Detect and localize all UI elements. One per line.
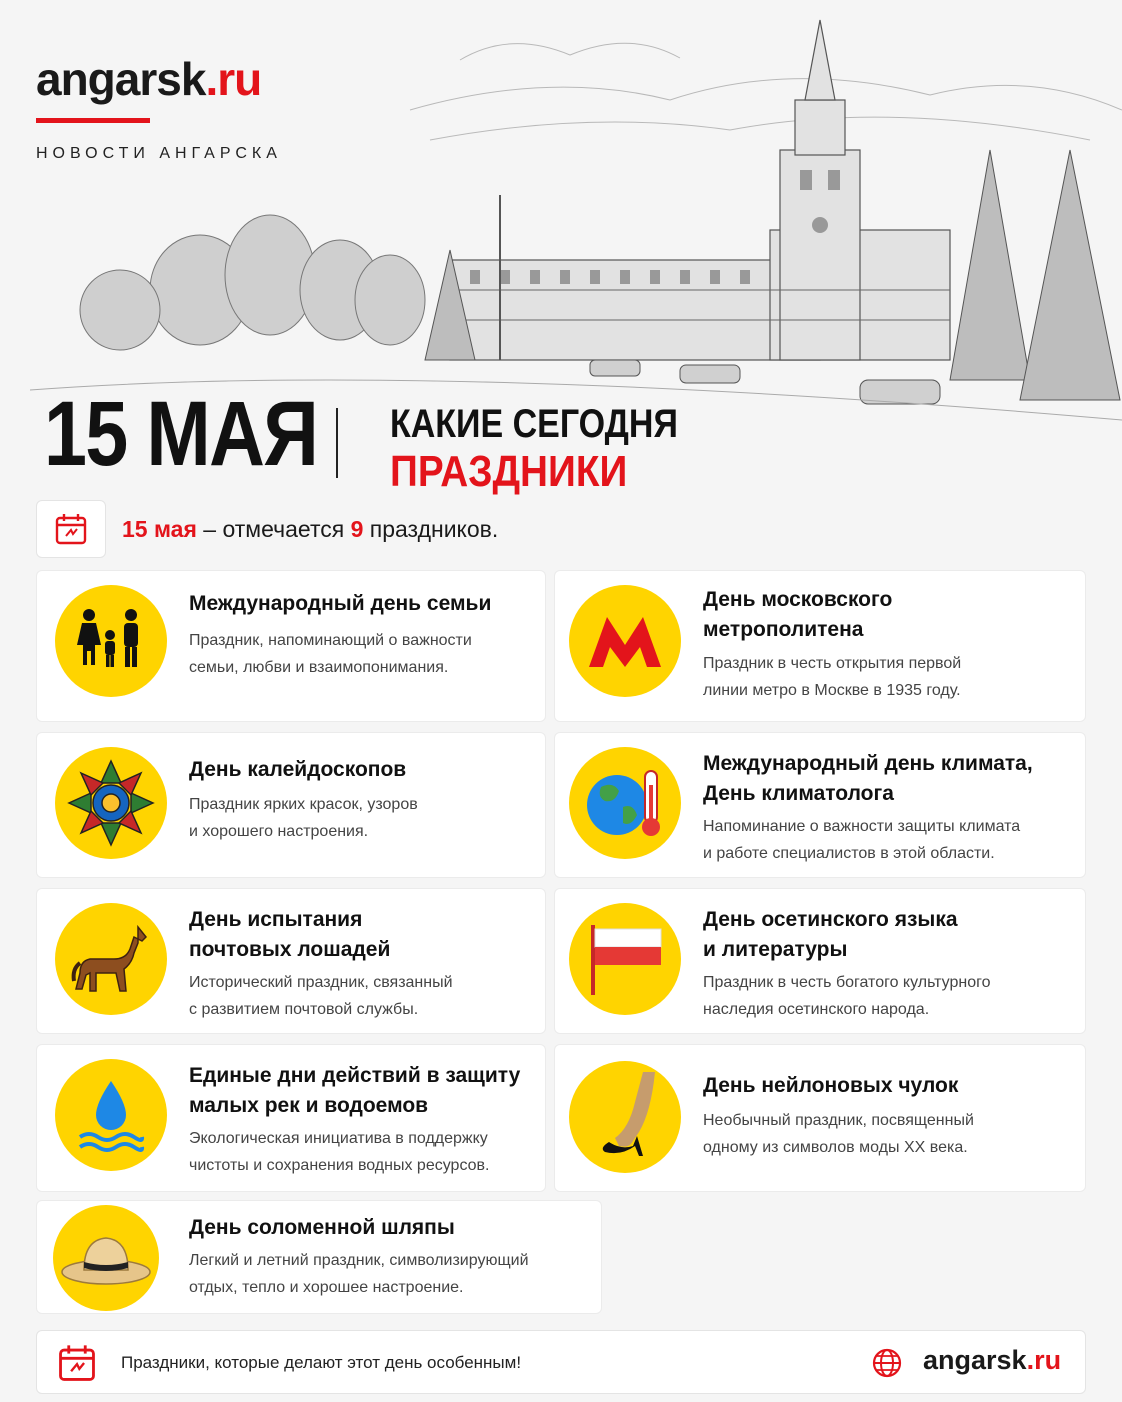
holiday-desc: Необычный праздник, посвященный [703, 1112, 974, 1129]
holiday-desc: отдых, тепло и хорошее настроение. [189, 1279, 464, 1296]
summary-count: 9 [350, 516, 364, 542]
holiday-title: День осетинского языка [703, 908, 958, 931]
holiday-card-straw-hat [36, 1200, 602, 1314]
headline-title-line1: КАКИЕ СЕГОДНЯ [390, 402, 678, 446]
holiday-desc: Праздник в честь открытия первой [703, 655, 962, 672]
footer-logo[interactable] [923, 1345, 1061, 1376]
holiday-desc: Исторический праздник, связанный [189, 974, 453, 991]
holiday-title: почтовых лошадей [189, 938, 391, 961]
ossetian-flag-icon [569, 903, 681, 1015]
stocking-heel-icon [569, 1061, 681, 1173]
holiday-desc: Экологическая инициатива в поддержку [189, 1130, 488, 1147]
holiday-desc: Легкий и летний праздник, символизирующий [189, 1252, 529, 1269]
holiday-title: День калейдоскопов [189, 758, 407, 781]
holiday-title: малых рек и водоемов [189, 1094, 429, 1117]
holiday-card-family [36, 570, 546, 722]
summary-date: 15 мая [122, 516, 197, 542]
holiday-desc: Напоминание о важности защиты климата [703, 818, 1021, 835]
holiday-title: День соломенной шляпы [189, 1216, 455, 1239]
tagline: НОВОСТИ АНГАРСКА [36, 145, 282, 162]
footer-logo-tld: .ru [1026, 1345, 1062, 1375]
holiday-desc: линии метро в Москве в 1935 году. [703, 682, 961, 699]
horse-icon [55, 903, 167, 1015]
holiday-title: Единые дни действий в защиту [189, 1064, 521, 1087]
water-drop-icon [55, 1059, 167, 1171]
header [0, 0, 1122, 400]
holiday-desc: чистоты и сохранения водных ресурсов. [189, 1157, 490, 1174]
logo-tld: .ru [205, 53, 262, 105]
family-icon [55, 585, 167, 697]
holiday-title: Международный день климата, [703, 752, 1033, 775]
summary-line [122, 516, 498, 543]
summary-text-after: праздников. [363, 516, 499, 542]
holiday-desc: Праздник, напоминающий о важности [189, 632, 472, 649]
headline-divider [336, 408, 338, 478]
holiday-title: Международный день семьи [189, 592, 492, 615]
calendar-icon [57, 1343, 97, 1383]
holiday-title: День нейлоновых чулок [703, 1074, 959, 1097]
summary-text-before: – отмечается [196, 516, 351, 542]
holiday-card-rivers [36, 1044, 546, 1192]
holiday-desc: одному из символов моды XX века. [703, 1139, 968, 1156]
holiday-card-nylon [554, 1044, 1086, 1192]
metro-icon [569, 585, 681, 697]
logo-underline [36, 118, 150, 123]
holiday-card-metro [554, 570, 1086, 722]
globe-icon [871, 1347, 903, 1379]
holiday-title: и литературы [703, 938, 848, 961]
holiday-desc: Праздник в честь богатого культурного [703, 974, 991, 991]
holiday-title: День климатолога [703, 782, 894, 805]
kaleidoscope-icon [55, 747, 167, 859]
headline-date: 15 МАЯ [44, 383, 318, 485]
holiday-title: День испытания [189, 908, 363, 931]
site-logo[interactable] [36, 52, 261, 106]
holiday-desc: Праздник ярких красок, узоров [189, 796, 418, 813]
globe-thermometer-icon [569, 747, 681, 859]
holiday-desc: наследия осетинского народа. [703, 1001, 930, 1018]
footer-logo-main: angarsk [923, 1345, 1027, 1375]
straw-hat-icon [53, 1205, 159, 1311]
holiday-desc: и работе специалистов в этой области. [703, 845, 995, 862]
holiday-title: метрополитена [703, 618, 864, 641]
calendar-icon [36, 500, 106, 558]
footer-bar [36, 1330, 1086, 1394]
headline-title-line2: ПРАЗДНИКИ [390, 447, 628, 496]
footer-text: Праздники, которые делают этот день особенным! [121, 1353, 522, 1372]
holiday-card-horses [36, 888, 546, 1034]
holiday-card-ossetian [554, 888, 1086, 1034]
holiday-card-kaleidoscope [36, 732, 546, 878]
holiday-desc: семьи, любви и взаимопонимания. [189, 659, 449, 676]
holiday-title: День московского [703, 588, 893, 611]
holiday-card-climate [554, 732, 1086, 878]
logo-main: angarsk [36, 53, 206, 105]
holiday-desc: с развитием почтовой службы. [189, 1001, 419, 1018]
holiday-desc: и хорошего настроения. [189, 823, 369, 840]
